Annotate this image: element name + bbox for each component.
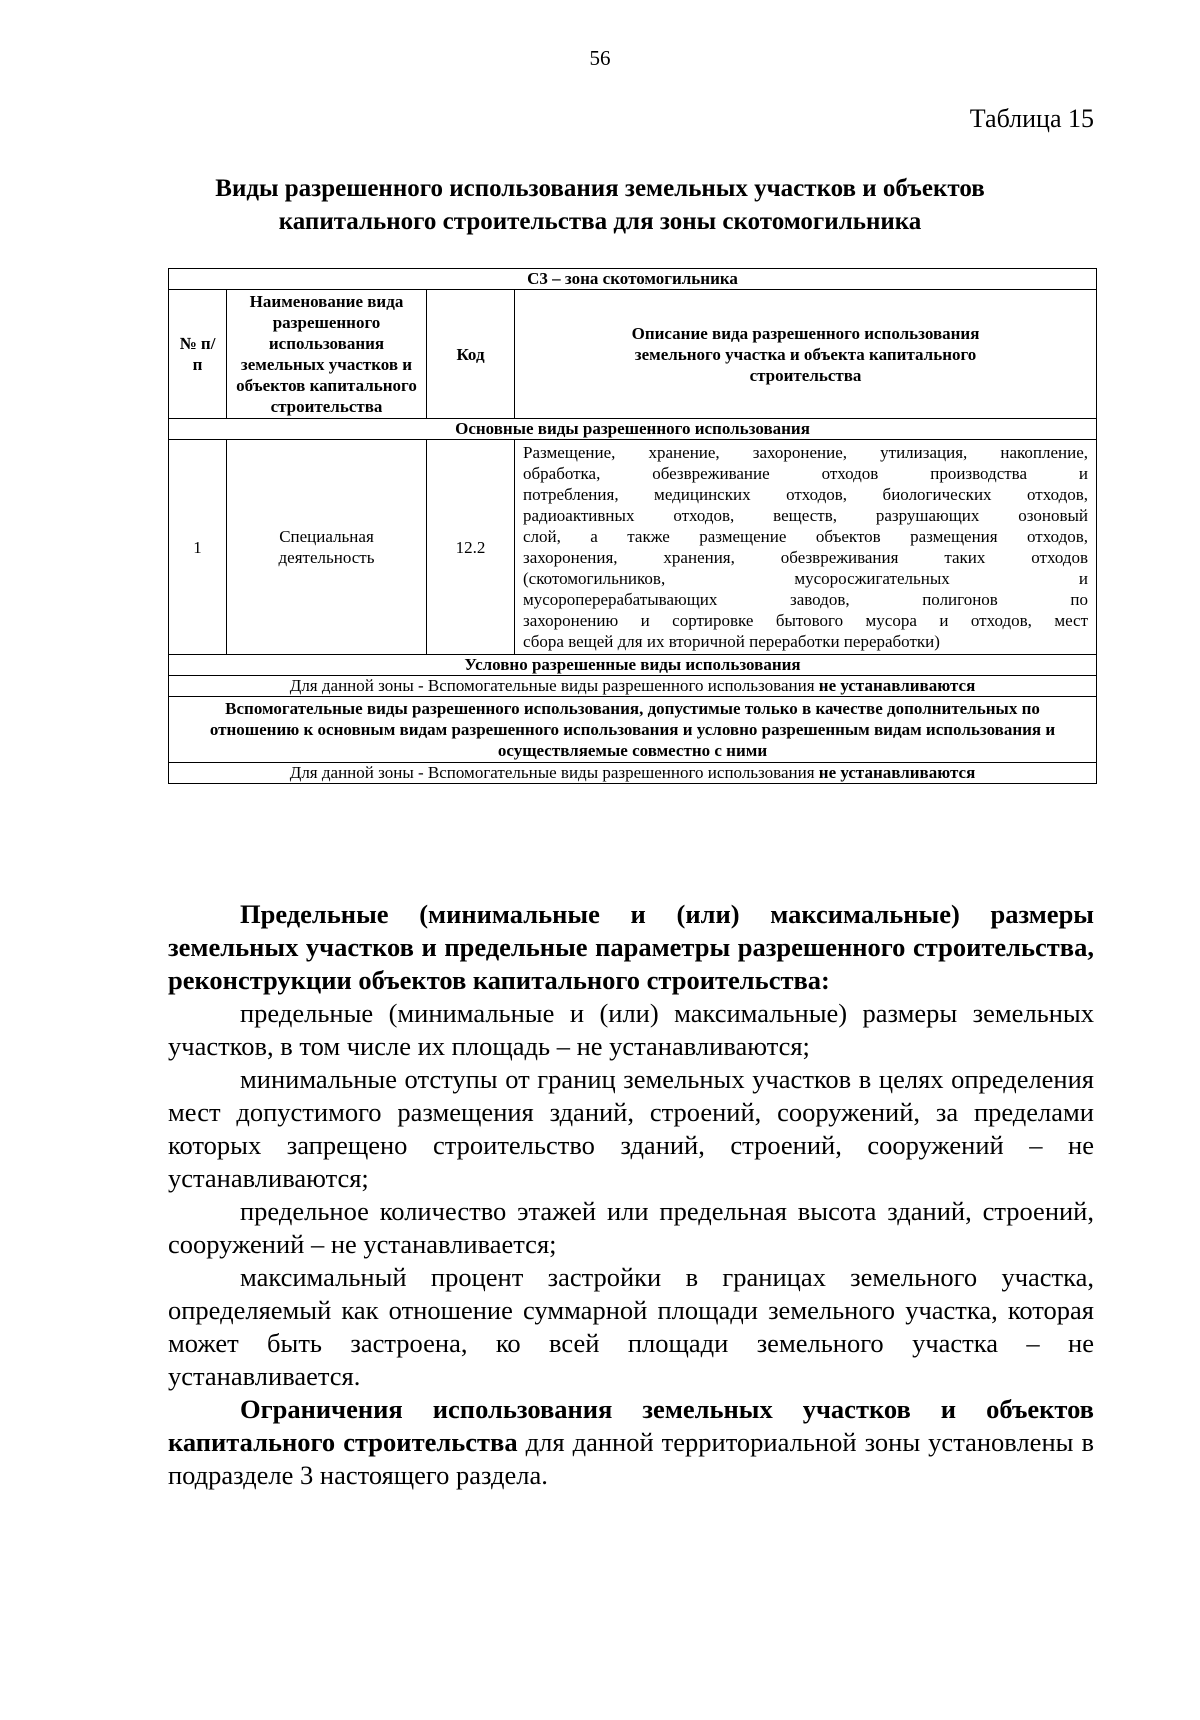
conditional-note-row (169, 676, 1097, 697)
body-text (168, 898, 1094, 1492)
row-num: 1 (169, 440, 227, 655)
col-header-description: Описание вида разрешенного использования земельного участка и объекта капитального строительства (515, 290, 1097, 419)
conditional-note-text: Для данной зоны - Вспомогательные виды разрешенного использования (289, 676, 819, 695)
col-header-name: Наименование вида разрешенного использования земельных участков и объектов капитального строительства (227, 290, 427, 419)
column-header-row (169, 290, 1097, 419)
conditional-note-bold: не устанавливаются (818, 676, 976, 695)
section-main-row (169, 419, 1097, 440)
conditional-note (169, 676, 1097, 697)
description-line: сбора вещей для их вторичной переработки переработки) (523, 632, 940, 651)
paragraph: предельное количество этажей или предельная высота зданий, строений, сооружений – не устанавливается; (168, 1196, 1094, 1259)
col-header-code: Код (427, 290, 515, 419)
description-line: слой, а также размещение объектов размещения отходов, (523, 527, 1089, 546)
restrictions-bold: Ограничения использования земельных участков и объектов капитального строительства (168, 1394, 1094, 1457)
row-name: Специальная деятельность (227, 440, 427, 655)
section-conditional-row (169, 655, 1097, 676)
section-conditional: Условно разрешенные виды использования (169, 655, 1097, 676)
paragraph: предельные (минимальные и (или) максимальные) размеры земельных участков, в том числе их площадь – не устанавливаются; (168, 998, 1094, 1061)
zone-header: С3 – зона скотомогильника (169, 269, 1097, 290)
auxiliary-note-bold: не устанавливаются (818, 763, 976, 782)
section-auxiliary-row (169, 697, 1097, 763)
col-header-num: № п/п (169, 290, 227, 419)
paragraph: минимальные отступы от границ земельных участков в целях определения мест допустимого размещения зданий, строений, сооружений, за пределами которых запрещено строительство зданий, строений, сооружений – не устанавливаются; (168, 1064, 1094, 1193)
description-line: захоронению и сортировке бытового мусора и отходов, мест (523, 611, 1089, 630)
section-auxiliary: Вспомогательные виды разрешенного использования, допустимые только в качестве дополнительных по отношению к основным видам разрешенного использования и условно разрешенным видам использования и осуществляемые совместно с ними (169, 697, 1097, 763)
section-main: Основные виды разрешенного использования (169, 419, 1097, 440)
description-line: радиоактивных отходов, веществ, разрушающих озоновый (523, 506, 1089, 525)
zone-header-row (169, 269, 1097, 290)
auxiliary-note-text: Для данной зоны - Вспомогательные виды разрешенного использования (289, 763, 819, 782)
description-line: обработка, обезвреживание отходов производства и (523, 464, 1089, 483)
table-row (169, 440, 1097, 655)
description-line: потребления, медицинских отходов, биологических отходов, (523, 485, 1089, 504)
description-line: мусороперерабатывающих заводов, полигонов по (523, 590, 1089, 609)
description-line: (скотомогильников, мусоросжигательных и (523, 569, 1089, 588)
restrictions-text: для данной территориальной зоны установлены в подразделе 3 настоящего раздела. (168, 1427, 1094, 1490)
zone-table (168, 268, 1097, 784)
auxiliary-note (169, 763, 1097, 784)
table-caption: Таблица 15 (969, 104, 1094, 133)
description-line: Размещение, хранение, захоронение, утилизация, накопление, (523, 443, 1089, 462)
row-description (515, 440, 1097, 655)
row-code: 12.2 (427, 440, 515, 655)
document-title: Виды разрешенного использования земельных участков и объектов капитального строительства для зоны скотомогильника (215, 175, 985, 235)
parameters-heading: Предельные (минимальные и (или) максимальные) размеры земельных участков и предельные параметры разрешенного строительства, реконструкции объектов капитального строительства: (168, 899, 1094, 995)
page-number: 56 (589, 46, 611, 70)
description-line: захоронения, хранения, обезвреживания таких отходов (523, 548, 1089, 567)
auxiliary-note-row (169, 763, 1097, 784)
restrictions-paragraph (168, 1393, 1094, 1492)
paragraph: максимальный процент застройки в границах земельного участка, определяемый как отношение суммарной площади земельного участка, которая может быть застроена, ко всей площади земельного участка – не устанавливается. (168, 1262, 1094, 1391)
